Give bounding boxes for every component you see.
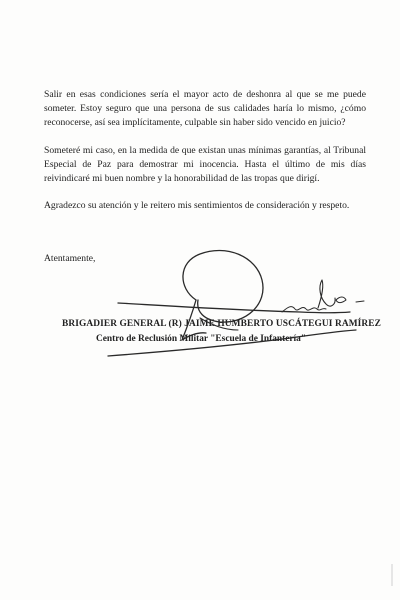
signatory-name: BRIGADIER GENERAL (R) JAIME HUMBERTO USCÁTEGUI RAMÍREZ: [62, 319, 381, 329]
signatory-title: Centro de Reclusión Militar "Escuela de Infantería": [96, 334, 307, 344]
letter-body: [44, 88, 366, 226]
paragraph-1: Salir en esas condiciones sería el mayor acto de deshonra al que se me puede someter. Estoy seguro que una persona de sus calidades haría lo mismo, ¿cómo reconocerse, así sea implícitamente, culpable sin haber sido vencido en juicio?: [44, 89, 366, 129]
corner-mark: [370, 560, 400, 590]
closing-salutation: Atentamente,: [44, 253, 96, 264]
paragraph-2: Someteré mi caso, en la medida de que existan unas mínimas garantías, al Tribunal Especial de Paz para demostrar mi inocencia. Hasta el último de mis días reivindicaré mi buen nombre y la honorabilidad de las tropas que dirigí.: [44, 144, 366, 185]
paragraph-3: Agradezco su atención y le reitero mis sentimientos de consideración y respeto.: [44, 200, 350, 212]
